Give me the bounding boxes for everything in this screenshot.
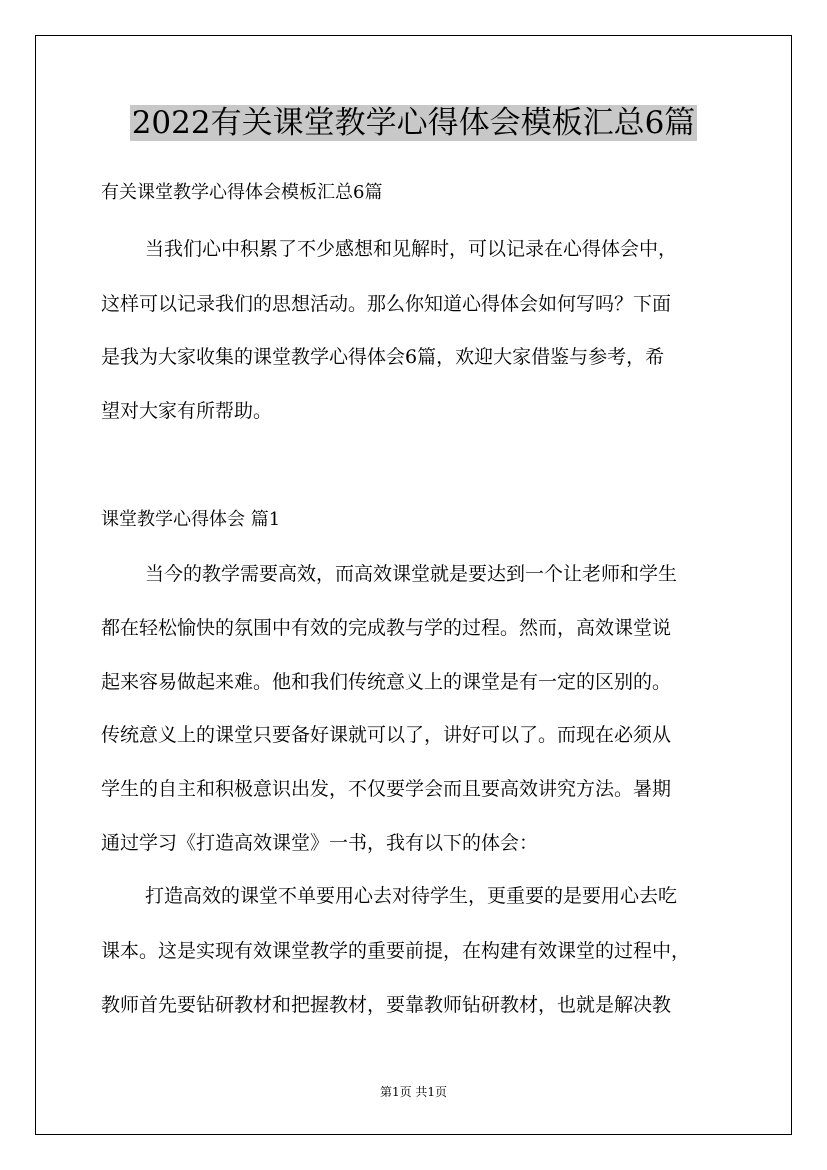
- intro-line: 望对大家有所帮助。: [101, 400, 273, 422]
- page-footer: 第1页 共1页: [379, 1085, 448, 1099]
- intro-line: 这样可以记录我们的思想活动。那么你知道心得体会如何写吗？下面: [101, 293, 672, 315]
- document-title: [0, 100, 827, 146]
- paragraph-line: 当今的教学需要高效，而高效课堂就是要达到一个让老师和学生: [145, 563, 678, 585]
- paragraph-line: 都在轻松愉快的氛围中有效的完成教与学的过程。然而，高效课堂说: [101, 617, 672, 639]
- paragraph-line: 学生的自主和积极意识出发，不仅要学会而且要高效讲究方法。暑期: [101, 778, 672, 800]
- paragraph-line: 起来容易做起来难。他和我们传统意义上的课堂是有一定的区别的。: [101, 671, 672, 693]
- document-title-text: 2022有关课堂教学心得体会模板汇总6篇: [131, 105, 696, 141]
- paragraph-line: 传统意义上的课堂只要备好课就可以了，讲好可以了。而现在必须从: [101, 724, 672, 746]
- paragraph-line: 课本。这是实现有效课堂教学的重要前提，在构建有效课堂的过程中，: [101, 940, 691, 962]
- paragraph-line: 打造高效的课堂不单要用心去对待学生，更重要的是要用心去吃: [145, 885, 678, 907]
- intro-line: 当我们心中积累了不少感想和见解时，可以记录在心得体会中，: [145, 238, 678, 260]
- paragraph-line: 教师首先要钻研教材和把握教材，要靠教师钻研教材，也就是解决教: [101, 994, 672, 1016]
- paragraph-line: 通过学习《打造高效课堂》一书，我有以下的体会：: [101, 832, 539, 854]
- intro-line: 是我为大家收集的课堂教学心得体会6篇，欢迎大家借鉴与参考，希: [101, 346, 665, 368]
- section-heading: 课堂教学心得体会 篇1: [101, 509, 281, 530]
- document-subtitle: 有关课堂教学心得体会模板汇总6篇: [101, 182, 383, 203]
